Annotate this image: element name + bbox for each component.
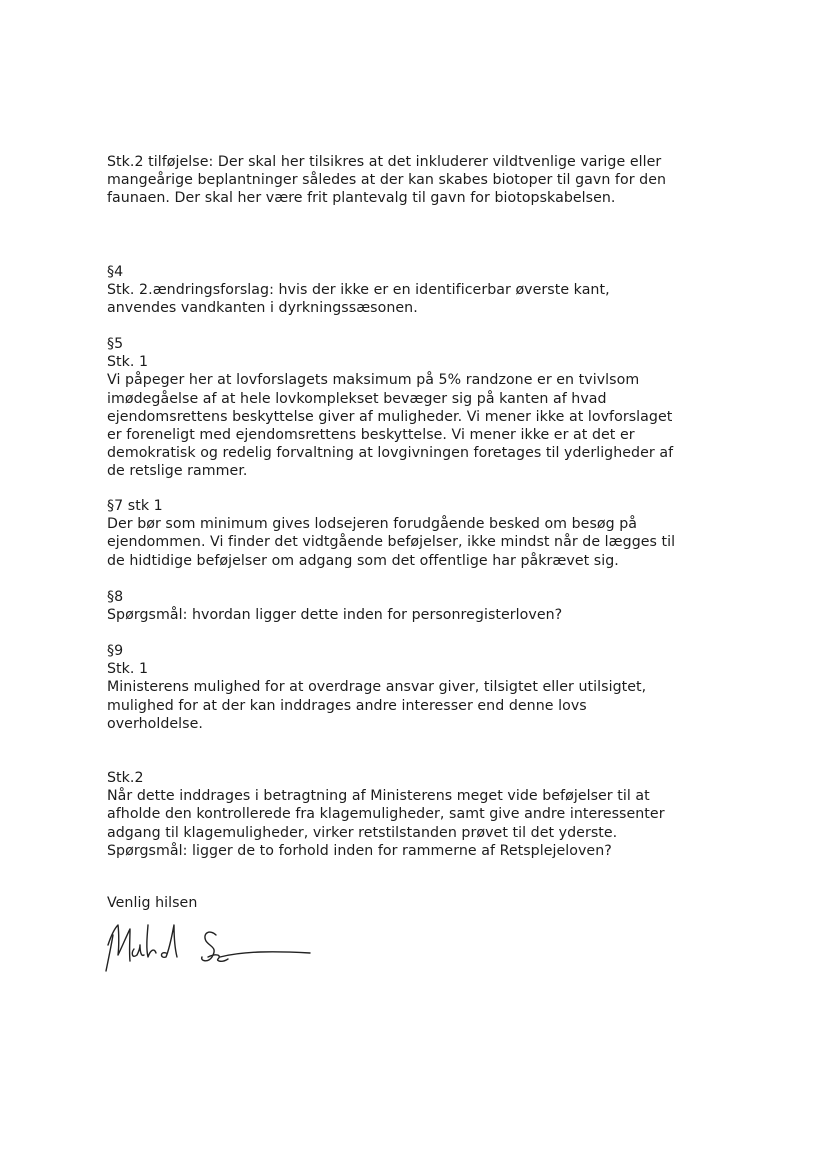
- paragraph-line: adgang til klagemuligheder, virker retstilstanden prøvet til det yderste.: [107, 824, 618, 841]
- section-heading: §8: [107, 589, 124, 605]
- paragraph-line: imødegåelse af at hele lovkomplekset bevæger sig på kanten af hvad: [107, 390, 607, 407]
- paragraph-line: de retslige rammer.: [107, 463, 248, 480]
- paragraph-line: Når dette inddrages i betragtning af Ministerens meget vide beføjelser til at: [107, 788, 650, 805]
- paragraph-line: de hidtidige beføjelser om adgang som det offentlige har påkrævet sig.: [107, 552, 619, 569]
- paragraph-line: mangeårige beplantninger således at der kan skabes biotoper til gavn for den: [107, 172, 667, 189]
- paragraph-line: ejendommen. Vi finder det vidtgående beføjelser, ikke mindst når de lægges til: [107, 534, 676, 551]
- paragraph-line: overholdelse.: [107, 715, 203, 732]
- paragraph-line: demokratisk og redelig forvaltning at lovgivningen foretages til yderligheder af: [107, 445, 674, 462]
- paragraph-line: afholde den kontrollerede fra klagemuligheder, samt give andre interessenter: [107, 806, 665, 823]
- closing-greeting: [107, 894, 727, 912]
- section-8: [107, 588, 727, 624]
- stk2-addition-paragraph: [107, 153, 727, 208]
- subsection-heading: Stk.2: [107, 770, 144, 786]
- paragraph-line: Stk. 2.ændringsforslag: hvis der ikke er en identificerbar øverste kant,: [107, 282, 610, 299]
- paragraph-line: mulighed for at der kan inddrages andre interesser end denne lovs: [107, 697, 587, 714]
- paragraph-line: Ministerens mulighed for at overdrage ansvar giver, tilsigtet eller utilsigtet,: [107, 679, 647, 696]
- paragraph-line: ejendomsrettens beskyttelse giver af muligheder. Vi mener ikke at lovforslaget: [107, 408, 673, 425]
- paragraph-line: Stk.2 tilføjelse: Der skal her tilsikres at det inkluderer vildtvenlige varige eller: [107, 154, 662, 170]
- section-4: [107, 263, 727, 318]
- paragraph-line: Vi påpeger her at lovforslagets maksimum på 5% randzone er en tvivlsom: [107, 372, 640, 389]
- paragraph-line: faunaen. Der skal her være frit plantevalg til gavn for biotopskabelsen.: [107, 190, 616, 207]
- paragraph-line: Der bør som minimum gives lodsejeren forudgående besked om besøg på: [107, 516, 638, 533]
- section-9-stk-2: [107, 769, 727, 860]
- paragraph-line: Spørgsmål: hvordan ligger dette inden for personregisterloven?: [107, 607, 563, 624]
- paragraph-line: er foreneligt med ejendomsrettens beskyttelse. Vi mener ikke er at det er: [107, 427, 635, 444]
- section-5: [107, 335, 727, 481]
- section-heading: §4: [107, 264, 124, 280]
- paragraph-line: Spørgsmål: ligger de to forhold inden for rammerne af Retsplejeloven?: [107, 842, 612, 859]
- section-heading: §9: [107, 643, 124, 659]
- section-heading: §5: [107, 336, 124, 352]
- handwritten-signature-icon: [104, 917, 314, 977]
- section-9: [107, 642, 727, 733]
- section-7: [107, 497, 727, 570]
- paragraph-line: anvendes vandkanten i dyrkningssæsonen.: [107, 300, 418, 317]
- section-heading: §7 stk 1: [107, 498, 163, 514]
- subsection-heading: Stk. 1: [107, 354, 149, 371]
- greeting-text: Venlig hilsen: [107, 895, 198, 911]
- subsection-heading: Stk. 1: [107, 661, 149, 678]
